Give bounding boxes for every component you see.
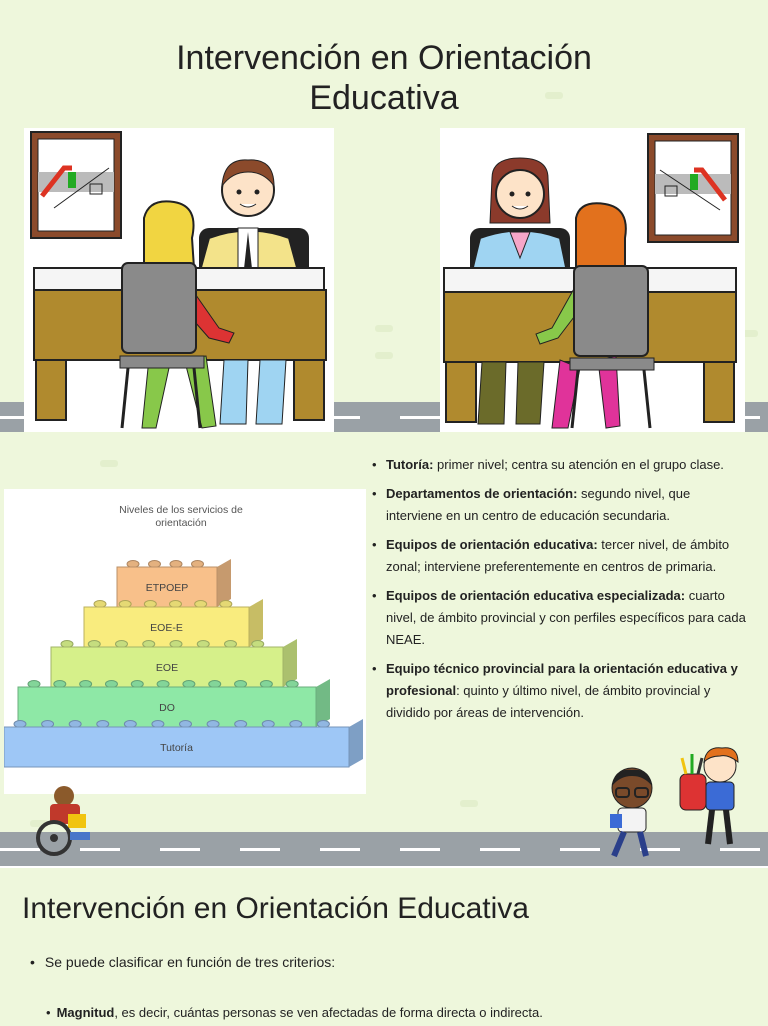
pyramid-stud: [88, 641, 100, 648]
pyramid-stud: [180, 721, 192, 728]
slide2-title: Intervención en Orientación Educativa: [22, 892, 529, 925]
pyramid-stud: [157, 681, 169, 688]
pyramid-stud: [192, 561, 204, 568]
pyramid-stud: [290, 721, 302, 728]
bullet-bold: Equipos de orientación educativa:: [386, 537, 598, 552]
pyramid-level: [84, 599, 263, 647]
bullet-dot-icon: •: [372, 588, 377, 603]
pyramid-stud: [105, 681, 117, 688]
window-icon: [31, 132, 121, 238]
bullet-bold: Tutoría:: [386, 457, 434, 472]
pyramid-stud: [127, 561, 139, 568]
pyramid-stud: [235, 681, 247, 688]
pyramid-levels: [4, 559, 363, 767]
pyramid-stud: [152, 721, 164, 728]
pyramid-stud: [195, 601, 207, 608]
pyramid-stud: [149, 561, 161, 568]
window-icon: [648, 134, 738, 242]
pyramid-stud: [220, 601, 232, 608]
bullet-item: [370, 454, 750, 476]
bullet-dot-icon: •: [372, 486, 377, 501]
bullet-bold: Departamentos de orientación:: [386, 486, 578, 501]
slide2-bullet: [46, 1005, 543, 1020]
bullet-text: : quinto y último nivel, de ámbito provincial y dividido por áreas de intervención.: [386, 683, 711, 720]
pyramid-stud: [262, 721, 274, 728]
bullet-text: segundo nivel, que interviene en un centro de educación secundaria.: [386, 486, 691, 523]
slide-title-line1: Intervención en Orientación: [176, 39, 592, 77]
boy-glasses-icon: [600, 764, 664, 860]
pyramid-stud: [14, 721, 26, 728]
bullet-text: tercer nivel, de ámbito zonal; interviene preferentemente en centros de primaria.: [386, 537, 730, 574]
bullet-item: [370, 483, 750, 527]
pyramid-stud: [97, 721, 109, 728]
levels-bullet-list: [370, 454, 750, 731]
illustration-counseling-right: [440, 128, 745, 432]
pyramid-level-label: EOE: [155, 662, 179, 674]
pyramid-stud: [235, 721, 247, 728]
pyramid-stud: [286, 681, 298, 688]
bullet-dot-icon: •: [372, 661, 377, 676]
bullet-item: [370, 585, 750, 651]
pyramid-level-side: [316, 679, 330, 727]
pyramid-level-side: [249, 599, 263, 647]
pyramid-stud: [143, 641, 155, 648]
pyramid-stud: [170, 561, 182, 568]
bg-dash: [375, 352, 393, 359]
pyramid-stud: [207, 721, 219, 728]
pyramid-stud: [116, 641, 128, 648]
pyramid-stud: [170, 641, 182, 648]
pyramid-stud: [197, 641, 209, 648]
pyramid-stud: [80, 681, 92, 688]
bullet-dot-icon: •: [30, 954, 35, 970]
pyramid-stud: [260, 681, 272, 688]
pyramid-level-label: DO: [159, 702, 175, 714]
pyramid-level-side: [283, 639, 297, 687]
pyramid-level: [117, 559, 231, 607]
pyramid-stud: [131, 681, 143, 688]
pyramid-stud: [69, 721, 81, 728]
pyramid-title-line1: Niveles de los servicios de: [119, 504, 243, 516]
pyramid-stud: [61, 641, 73, 648]
slide2-bullet2-bold: Magnitud: [56, 1005, 115, 1020]
levels-pyramid-diagram: [4, 489, 366, 794]
pyramid-stud: [124, 721, 136, 728]
slide-2: [0, 866, 768, 1026]
pyramid-level-side: [217, 559, 231, 607]
slide2-bullet: [30, 954, 335, 970]
pyramid-stud: [183, 681, 195, 688]
pyramid-stud: [94, 601, 106, 608]
slide-title-line2: Educativa: [309, 79, 459, 117]
boy-backpack-icon: [676, 744, 752, 852]
pyramid-stud: [317, 721, 329, 728]
pyramid-level-label: EOE-E: [150, 622, 183, 634]
bullet-item: [370, 658, 750, 724]
bullet-item: [370, 534, 750, 578]
pyramid-stud: [252, 641, 264, 648]
bullet-dot-icon: •: [372, 537, 377, 552]
pyramid-stud: [119, 601, 131, 608]
pyramid-level-label: ETPOEP: [145, 582, 189, 594]
bullet-dot-icon: •: [372, 457, 377, 472]
pyramid-stud: [54, 681, 66, 688]
slide2-bullet2-text: , es decir, cuántas personas se ven afectadas de forma directa o indirecta.: [114, 1005, 543, 1020]
slide2-bullet1-text: Se puede clasificar en función de tres criterios:: [44, 954, 336, 970]
pyramid-level-label: Tutoría: [160, 742, 193, 754]
bg-dash: [100, 460, 118, 467]
pyramid-stud: [170, 601, 182, 608]
pyramid-level-side: [349, 719, 363, 767]
bullet-bold: Equipos de orientación educativa especializada:: [386, 588, 686, 603]
pyramid-stud: [42, 721, 54, 728]
pyramid-stud: [225, 641, 237, 648]
bullet-text: primer nivel; centra su atención en el grupo clase.: [433, 457, 724, 472]
bg-dash: [375, 325, 393, 332]
illustration-counseling-left: [24, 128, 334, 432]
pyramid-title-line2: orientación: [155, 517, 207, 529]
wheelchair-student-icon: [28, 786, 100, 858]
slide-title: [0, 38, 768, 118]
pyramid-svg: [4, 489, 366, 794]
pyramid-stud: [28, 681, 40, 688]
pyramid-stud: [209, 681, 221, 688]
bullet-bold: Equipo técnico provincial para la orientación educativa y profesional: [386, 661, 738, 698]
pyramid-stud: [144, 601, 156, 608]
bg-dash: [460, 800, 478, 807]
bullet-dot-icon: •: [46, 1005, 51, 1020]
bullet-text: cuarto nivel, de ámbito provincial y con perfiles específicos para cada NEAE.: [386, 588, 746, 647]
